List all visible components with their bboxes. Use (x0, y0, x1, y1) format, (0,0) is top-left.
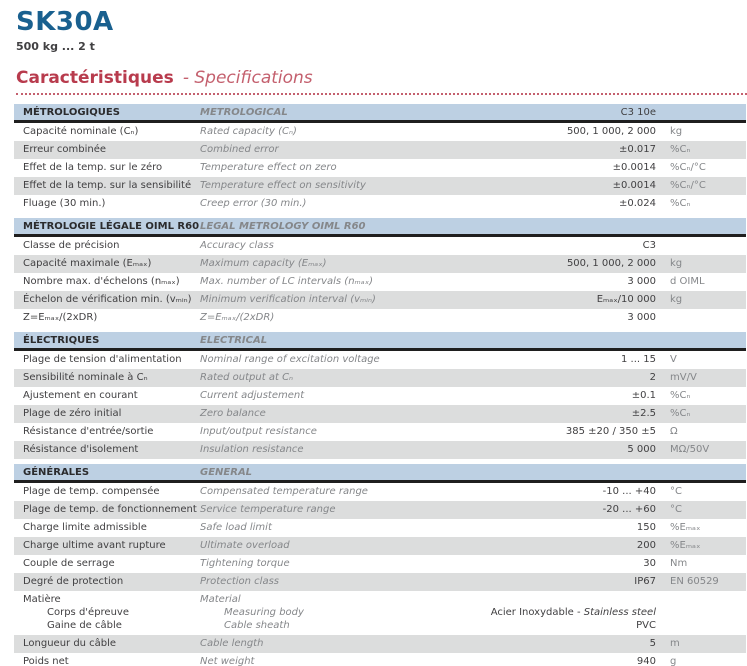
spec-row (14, 573, 746, 591)
spec-value: 1 ... 15 (621, 354, 656, 365)
spec-label-en: Tightening torque (200, 558, 290, 569)
spec-value: 5 (649, 638, 656, 649)
spec-row (14, 159, 746, 177)
spec-row (14, 519, 746, 537)
spec-unit: %Eₘₐₓ (670, 522, 701, 533)
section-rows (14, 483, 746, 666)
spec-label-fr: Matière Corps d'épreuve Gaine de câble (23, 594, 129, 631)
section-header (14, 332, 746, 351)
spec-label-en: Current adjustement (200, 390, 305, 401)
section-header (14, 464, 746, 483)
spec-unit: V (670, 354, 677, 365)
spec-label-en: Service temperature range (200, 504, 336, 515)
spec-unit: %Cₙ (670, 390, 691, 401)
spec-row (14, 387, 746, 405)
spec-row (14, 405, 746, 423)
section-rows (14, 351, 746, 459)
spec-label-fr: Poids net (23, 656, 69, 666)
spec-row (14, 555, 746, 573)
section-heading (16, 68, 747, 95)
spec-row (14, 273, 746, 291)
spec-label-fr: Capacité maximale (Eₘₐₓ) (23, 258, 152, 269)
spec-value: Eₘₐₓ/10 000 (596, 294, 656, 305)
spec-row (14, 291, 746, 309)
spec-unit: %Cₙ (670, 198, 691, 209)
spec-label-fr: Sensibilité nominale à Cₙ (23, 372, 148, 383)
spec-section (14, 332, 746, 459)
spec-row (14, 255, 746, 273)
spec-label-en: Temperature effect on sensitivity (200, 180, 366, 191)
spec-value: 3 000 (627, 276, 656, 287)
spec-value: 385 ±20 / 350 ±5 (565, 426, 656, 437)
section-heading-fr: Caractéristiques (16, 68, 174, 88)
spec-unit (662, 237, 746, 255)
spec-unit: Nm (670, 558, 688, 569)
spec-unit: %Cₙ (670, 408, 691, 419)
spec-unit: °C (670, 486, 682, 497)
spec-unit: %Cₙ/°C (670, 162, 706, 173)
spec-row (14, 351, 746, 369)
spec-unit: %Cₙ (670, 144, 691, 155)
spec-row (14, 195, 746, 213)
spec-label-en: Nominal range of excitation voltage (200, 354, 380, 365)
section-rows (14, 123, 746, 213)
spec-label-fr: Plage de temp. compensée (23, 486, 160, 497)
spec-label-fr: Effet de la temp. sur le zéro (23, 162, 163, 173)
spec-label-en: Net weight (200, 656, 255, 666)
spec-label-fr: Capacité nominale (Cₙ) (23, 126, 139, 137)
spec-label-fr: Classe de précision (23, 240, 120, 251)
spec-section (14, 104, 746, 213)
spec-label-en: Zero balance (200, 408, 266, 419)
spec-label-en: Max. number of LC intervals (nₘₐₓ) (200, 276, 374, 287)
spec-row (14, 483, 746, 501)
spec-label-fr: Longueur du câble (23, 638, 117, 649)
spec-row (14, 369, 746, 387)
spec-unit: mV/V (670, 372, 697, 383)
spec-label-fr: Résistance d'isolement (23, 444, 139, 455)
spec-value: ±0.017 (618, 144, 656, 155)
spec-label-en: Maximum capacity (Eₘₐₓ) (200, 258, 327, 269)
spec-value: ±0.0014 (612, 162, 656, 173)
spec-section (14, 464, 746, 666)
spec-label-en: Creep error (30 min.) (200, 198, 307, 209)
spec-label-en: Rated capacity (Cₙ) (200, 126, 297, 137)
spec-label-en: Minimum verification interval (vₘᵢₙ) (200, 294, 376, 305)
spec-unit: g (670, 656, 677, 666)
spec-label-en: Safe load limit (200, 522, 272, 533)
spec-label-en: Input/output resistance (200, 426, 317, 437)
spec-label-fr: Degré de protection (23, 576, 124, 587)
spec-value: 940 (636, 656, 656, 666)
spec-label-en: Ultimate overload (200, 540, 290, 551)
spec-section (14, 218, 746, 327)
spec-value: 500, 1 000, 2 000 (566, 126, 656, 137)
spec-label-en: Cable length (200, 638, 264, 649)
spec-label-fr: Charge limite admissible (23, 522, 147, 533)
section-title-fr: MÉTROLOGIQUES (23, 106, 120, 118)
spec-label-fr: Résistance d'entrée/sortie (23, 426, 154, 437)
section-title-en: GENERAL (200, 466, 253, 478)
spec-unit (662, 309, 746, 327)
spec-row (14, 123, 746, 141)
spec-unit: kg (670, 258, 683, 269)
spec-label-fr: Z=Eₘₐₓ/(2xDR) (23, 312, 98, 323)
section-title-fr: GÉNÉRALES (23, 466, 90, 478)
spec-label-fr: Nombre max. d'échelons (nₘₐₓ) (23, 276, 180, 287)
spec-row (14, 653, 746, 666)
capacity-range: 500 kg ... 2 t (16, 40, 95, 53)
spec-unit: d OIML (670, 276, 705, 287)
spec-unit: kg (670, 126, 683, 137)
section-header-value: C3 10e (620, 106, 656, 118)
spec-label-fr: Couple de serrage (23, 558, 115, 569)
spec-value: 500, 1 000, 2 000 (566, 258, 656, 269)
spec-value: ±2.5 (631, 408, 656, 419)
spec-value: 2 (649, 372, 656, 383)
spec-unit: m (670, 638, 680, 649)
spec-row (14, 177, 746, 195)
spec-row (14, 591, 746, 635)
section-title-fr: ÉLECTRIQUES (23, 334, 100, 346)
spec-label-fr: Effet de la temp. sur la sensibilité (23, 180, 192, 191)
spec-value: -20 ... +60 (602, 504, 656, 515)
spec-label-fr: Erreur combinée (23, 144, 107, 155)
spec-label-en: Combined error (200, 144, 279, 155)
product-title: SK30A (16, 7, 114, 37)
section-header (14, 104, 746, 123)
spec-value: 150 (636, 522, 656, 533)
spec-unit: EN 60529 (670, 576, 719, 587)
spec-value: C3 (642, 240, 656, 251)
spec-label-fr: Plage de temp. de fonctionnement (23, 504, 197, 515)
spec-label-en: Protection class (200, 576, 279, 587)
spec-row (14, 309, 746, 327)
section-title-en: METROLOGICAL (200, 106, 288, 118)
spec-label-en: Rated output at Cₙ (200, 372, 294, 383)
spec-table (14, 104, 746, 666)
spec-label-en: Material Measuring body Cable sheath (200, 594, 304, 631)
section-header (14, 218, 746, 237)
section-rows (14, 237, 746, 327)
spec-unit: Ω (670, 426, 678, 437)
spec-row (14, 423, 746, 441)
spec-label-fr: Plage de tension d'alimentation (23, 354, 182, 365)
spec-row (14, 537, 746, 555)
spec-label-en: Insulation resistance (200, 444, 304, 455)
spec-label-fr: Fluage (30 min.) (23, 198, 106, 209)
section-title-en: ELECTRICAL (200, 334, 268, 346)
spec-label-fr: Charge ultime avant rupture (23, 540, 166, 551)
spec-value: ±0.0014 (612, 180, 656, 191)
spec-unit: %Eₘₐₓ (670, 540, 701, 551)
spec-label-fr: Ajustement en courant (23, 390, 138, 401)
spec-row (14, 237, 746, 255)
spec-value: 3 000 (627, 312, 656, 323)
spec-label-en: Temperature effect on zero (200, 162, 337, 173)
spec-row (14, 635, 746, 653)
spec-value: ±0.024 (618, 198, 656, 209)
spec-label-en: Accuracy class (200, 240, 274, 251)
spec-label-fr: Échelon de vérification min. (vₘᵢₙ) (23, 294, 192, 305)
spec-value: 200 (636, 540, 656, 551)
spec-unit (662, 593, 746, 632)
spec-value: 5 000 (627, 444, 656, 455)
masthead (0, 8, 747, 53)
section-title-en: LEGAL METROLOGY OIML R60 (200, 220, 366, 232)
spec-value: 30 (643, 558, 656, 569)
section-title-fr: MÉTROLOGIE LÉGALE OIML R60 (23, 220, 200, 232)
spec-unit: MΩ/50V (670, 444, 710, 455)
spec-value: IP67 (634, 576, 656, 587)
spec-unit: °C (670, 504, 682, 515)
spec-row (14, 441, 746, 459)
spec-value: -10 ... +40 (602, 486, 656, 497)
spec-label-en: Z=Eₘₐₓ/(2xDR) (200, 312, 275, 323)
spec-label-fr: Plage de zéro initial (23, 408, 122, 419)
spec-unit: %Cₙ/°C (670, 180, 706, 191)
spec-value: ±0.1 (631, 390, 656, 401)
spec-label-en: Compensated temperature range (200, 486, 368, 497)
spec-value: Acier Inoxydable - Stainless steel PVC (490, 607, 656, 631)
section-heading-en: - Specifications (182, 68, 313, 88)
spec-row (14, 141, 746, 159)
spec-row (14, 501, 746, 519)
spec-unit: kg (670, 294, 683, 305)
